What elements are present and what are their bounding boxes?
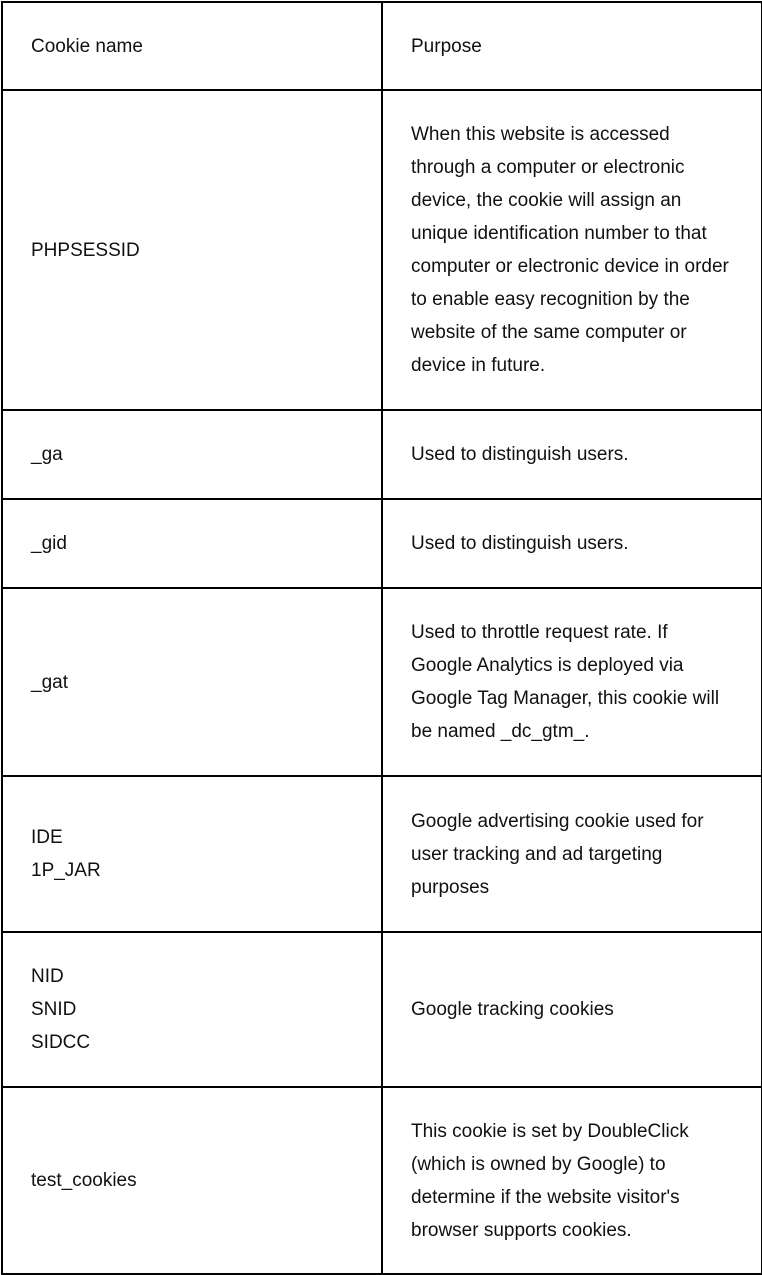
table-row <box>2 410 762 499</box>
header-purpose: Purpose <box>382 2 762 90</box>
cookie-name-cell <box>2 90 382 410</box>
table-row <box>2 499 762 588</box>
cookie-purpose: Used to distinguish users. <box>382 410 762 499</box>
table-row <box>2 932 762 1087</box>
cookie-name: 1P_JAR <box>31 860 101 881</box>
cookie-purpose: This cookie is set by DoubleClick (which is owned by Google) to determine if the website visitor's browser supports cookies. <box>382 1087 762 1274</box>
cookie-name: _ga <box>31 444 63 465</box>
cookie-purpose: Used to throttle request rate. If Google Analytics is deployed via Google Tag Manager, this cookie will be named _dc_gtm_. <box>382 588 762 776</box>
cookie-name-cell <box>2 410 382 499</box>
cookie-purpose: Used to distinguish users. <box>382 499 762 588</box>
cookie-name: _gid <box>31 533 67 554</box>
cookie-name-cell <box>2 776 382 932</box>
cookie-table <box>1 1 762 1275</box>
table-row <box>2 588 762 776</box>
cookie-purpose: Google advertising cookie used for user tracking and ad targeting purposes <box>382 776 762 932</box>
cookie-name: IDE <box>31 827 63 848</box>
cookie-name-cell <box>2 932 382 1087</box>
table-row <box>2 90 762 410</box>
header-row <box>2 2 762 90</box>
cookie-name: SNID <box>31 999 77 1020</box>
cookie-name-cell <box>2 1087 382 1274</box>
header-cookie-name: Cookie name <box>2 2 382 90</box>
table-row <box>2 1087 762 1274</box>
cookie-purpose: Google tracking cookies <box>382 932 762 1087</box>
cookie-name: PHPSESSID <box>31 239 140 261</box>
cookie-name: test_cookies <box>31 1170 137 1191</box>
cookie-name-cell <box>2 588 382 776</box>
cookie-purpose: When this website is accessed through a computer or electronic device, the cookie will assign an unique identification number to that computer or electronic device in order to enable easy recognition by the website of the same computer or device in future. <box>382 90 762 410</box>
table-row <box>2 776 762 932</box>
cookie-name-cell <box>2 499 382 588</box>
cookie-name: SIDCC <box>31 1032 91 1053</box>
cookie-name: _gat <box>31 671 68 693</box>
cookie-name: NID <box>31 966 64 987</box>
